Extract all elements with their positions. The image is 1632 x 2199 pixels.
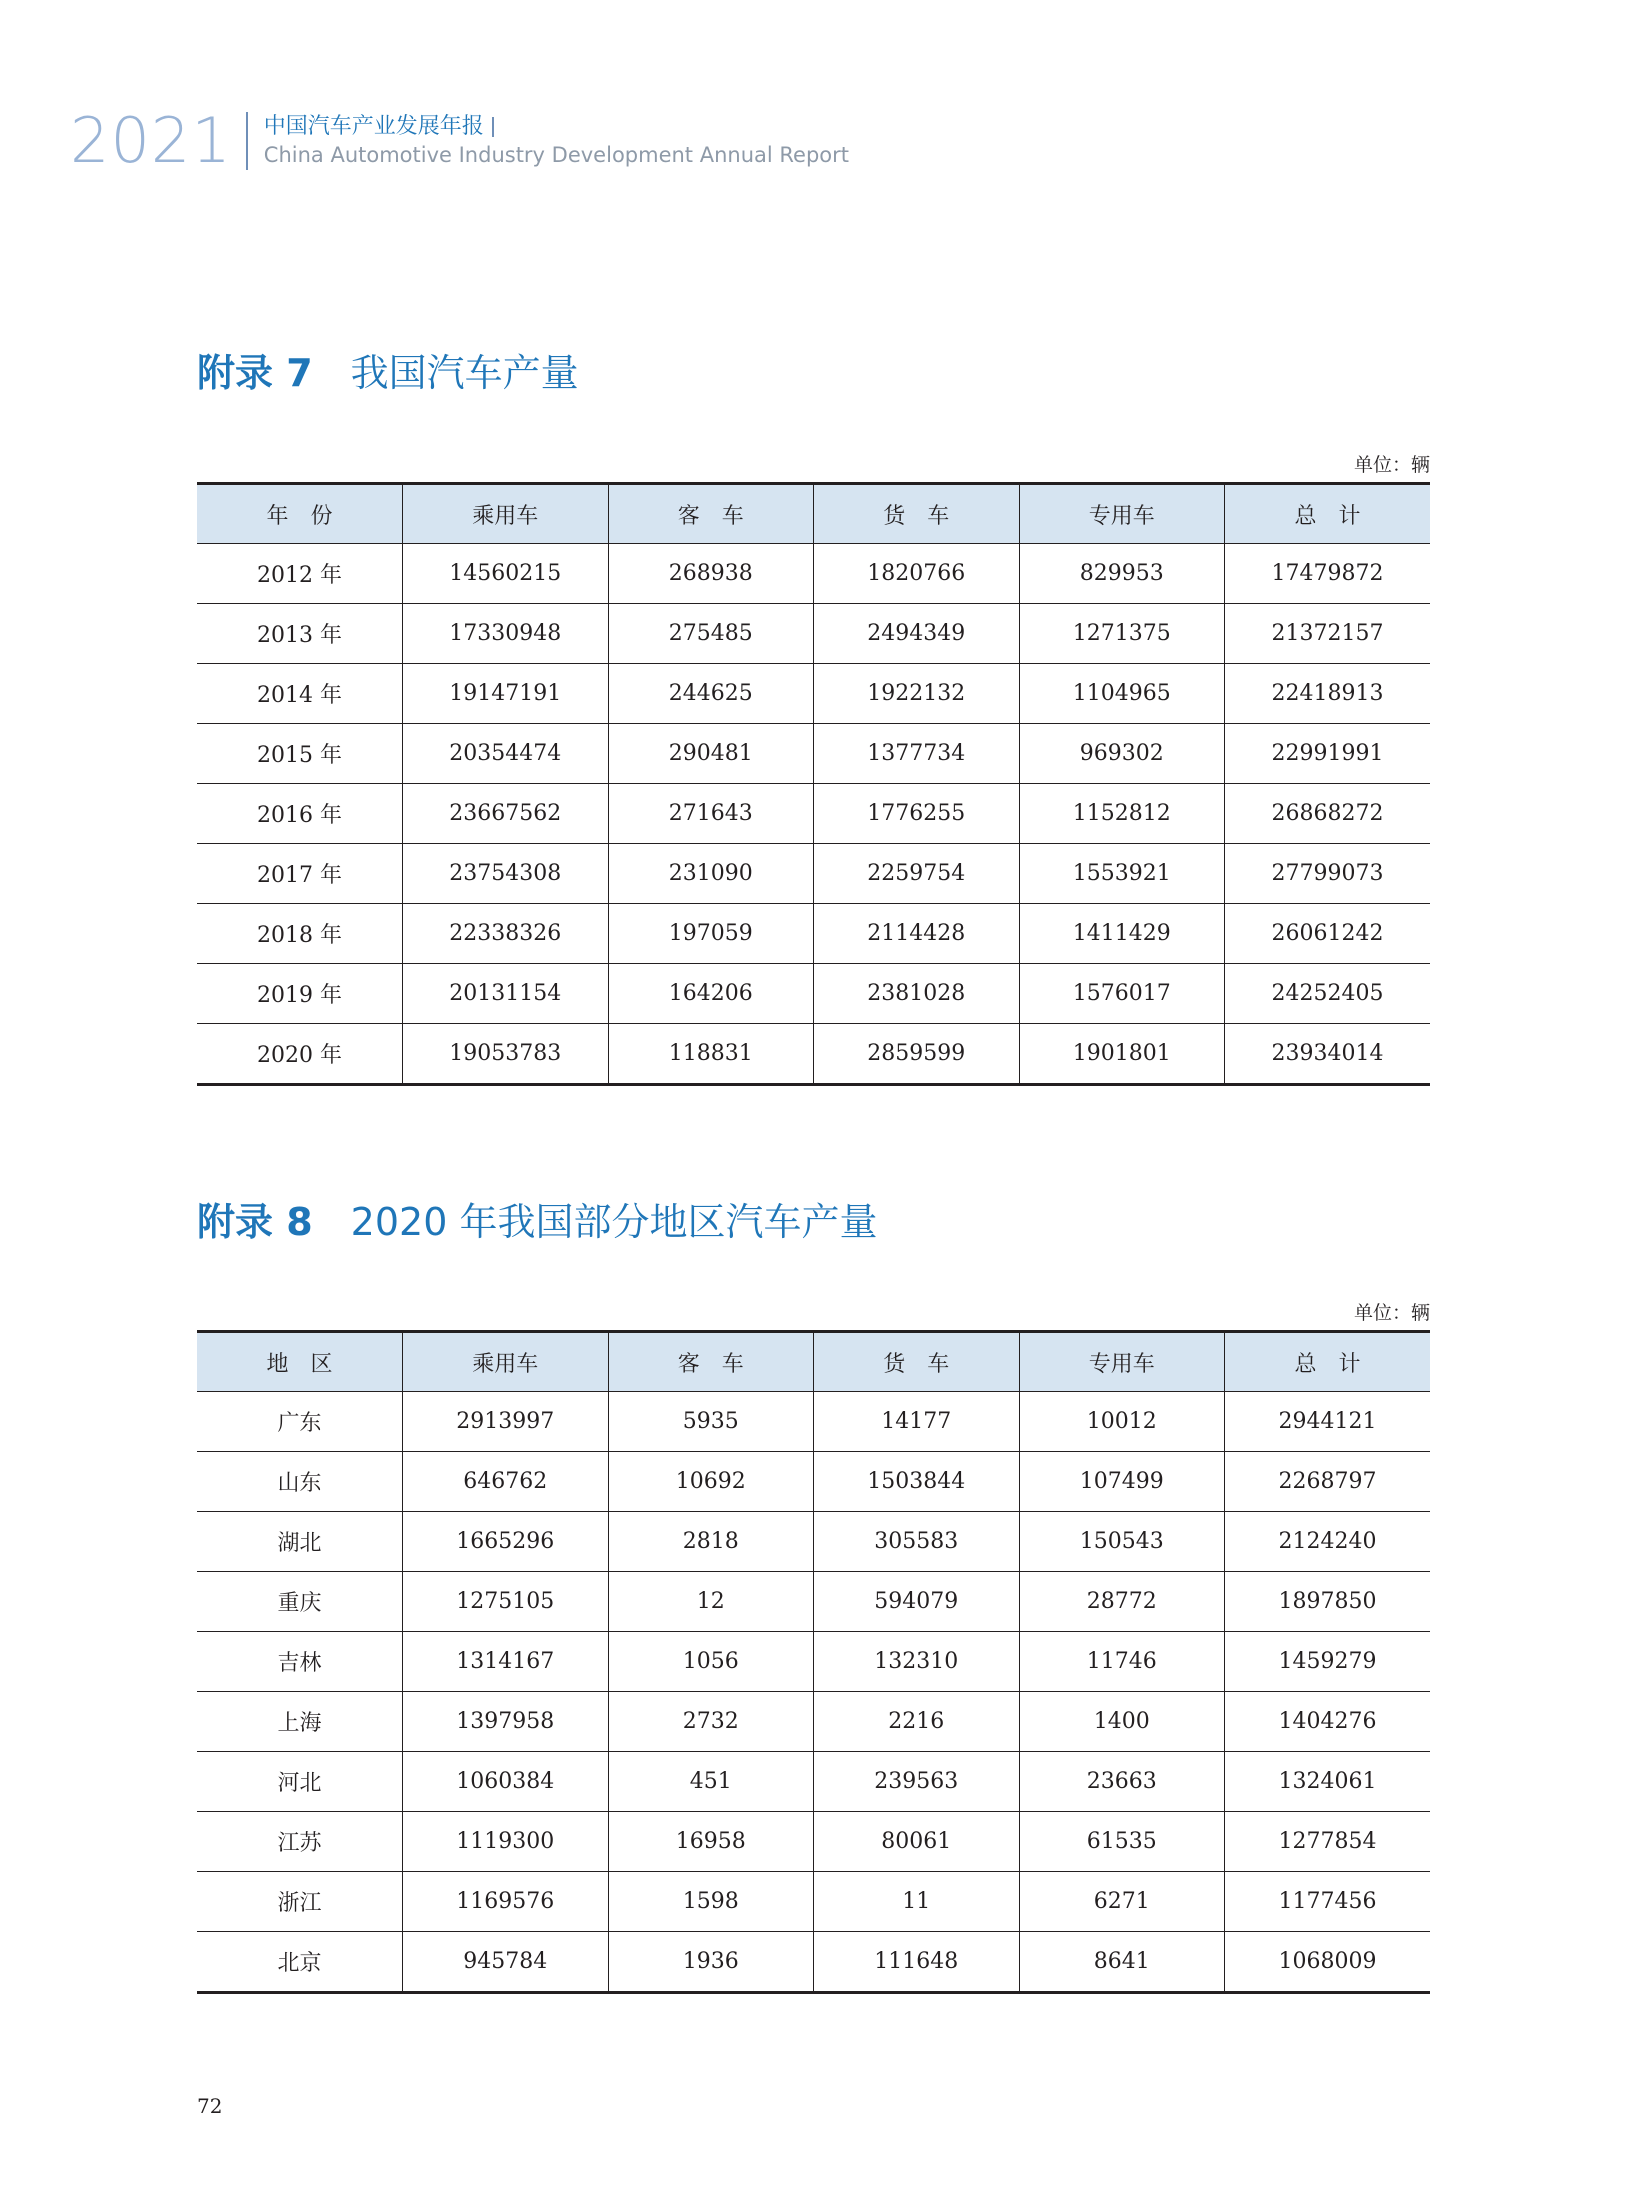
appendix8-name: 2020 年我国部分地区汽车产量 bbox=[350, 1200, 878, 1244]
table-cell: 2015 年 bbox=[197, 724, 403, 784]
table-cell: 1377734 bbox=[814, 724, 1020, 784]
column-header: 乘用车 bbox=[403, 484, 609, 544]
table-cell: 1277854 bbox=[1225, 1812, 1431, 1872]
table-cell: 2381028 bbox=[814, 964, 1020, 1024]
table-cell: 23667562 bbox=[403, 784, 609, 844]
table-row bbox=[197, 604, 1430, 664]
table-cell: 北京 bbox=[197, 1932, 403, 1993]
table-cell: 11746 bbox=[1019, 1632, 1225, 1692]
table-header-row bbox=[197, 1332, 1430, 1392]
table-cell: 244625 bbox=[608, 664, 814, 724]
table-cell: 2014 年 bbox=[197, 664, 403, 724]
table-cell: 2494349 bbox=[814, 604, 1020, 664]
table-cell: 107499 bbox=[1019, 1452, 1225, 1512]
table-cell: 20131154 bbox=[403, 964, 609, 1024]
page-number: 72 bbox=[197, 2094, 223, 2118]
table-cell: 22418913 bbox=[1225, 664, 1431, 724]
appendix7-unit: 单位：辆 bbox=[1353, 454, 1430, 476]
table-cell: 1901801 bbox=[1019, 1024, 1225, 1085]
table-cell: 5935 bbox=[608, 1392, 814, 1452]
table-cell: 山东 bbox=[197, 1452, 403, 1512]
table-cell: 10012 bbox=[1019, 1392, 1225, 1452]
column-header: 总 计 bbox=[1225, 1332, 1431, 1392]
table-cell: 2732 bbox=[608, 1692, 814, 1752]
table-cell: 2216 bbox=[814, 1692, 1020, 1752]
table-row bbox=[197, 1512, 1430, 1572]
table-cell: 11 bbox=[814, 1872, 1020, 1932]
table-cell: 2017 年 bbox=[197, 844, 403, 904]
table-cell: 17479872 bbox=[1225, 544, 1431, 604]
table-cell: 16958 bbox=[608, 1812, 814, 1872]
table-cell: 118831 bbox=[608, 1024, 814, 1085]
table-cell: 1324061 bbox=[1225, 1752, 1431, 1812]
appendix8-table bbox=[197, 1330, 1430, 1994]
table-cell: 2016 年 bbox=[197, 784, 403, 844]
table-cell: 1314167 bbox=[403, 1632, 609, 1692]
table-cell: 1576017 bbox=[1019, 964, 1225, 1024]
column-header: 货 车 bbox=[814, 484, 1020, 544]
table-cell: 61535 bbox=[1019, 1812, 1225, 1872]
table-cell: 646762 bbox=[403, 1452, 609, 1512]
table-cell: 23934014 bbox=[1225, 1024, 1431, 1085]
appendix7-table bbox=[197, 482, 1430, 1086]
table-cell: 268938 bbox=[608, 544, 814, 604]
table-cell: 2268797 bbox=[1225, 1452, 1431, 1512]
table-cell: 111648 bbox=[814, 1932, 1020, 1993]
table-cell: 239563 bbox=[814, 1752, 1020, 1812]
table-cell: 2013 年 bbox=[197, 604, 403, 664]
table-cell: 1459279 bbox=[1225, 1632, 1431, 1692]
table-cell: 80061 bbox=[814, 1812, 1020, 1872]
header-divider bbox=[246, 112, 248, 170]
table-cell: 2859599 bbox=[814, 1024, 1020, 1085]
table-cell: 1503844 bbox=[814, 1452, 1020, 1512]
table-cell: 451 bbox=[608, 1752, 814, 1812]
table-row bbox=[197, 964, 1430, 1024]
table-cell: 2018 年 bbox=[197, 904, 403, 964]
table-cell: 1056 bbox=[608, 1632, 814, 1692]
table-cell: 1665296 bbox=[403, 1512, 609, 1572]
table-cell: 2944121 bbox=[1225, 1392, 1431, 1452]
column-header: 专用车 bbox=[1019, 1332, 1225, 1392]
table-cell: 1169576 bbox=[403, 1872, 609, 1932]
table-row bbox=[197, 1932, 1430, 1993]
table-cell: 19147191 bbox=[403, 664, 609, 724]
table-cell: 14560215 bbox=[403, 544, 609, 604]
table-cell: 江苏 bbox=[197, 1812, 403, 1872]
table-cell: 26061242 bbox=[1225, 904, 1431, 964]
table-row bbox=[197, 664, 1430, 724]
table-row bbox=[197, 1632, 1430, 1692]
table-cell: 27799073 bbox=[1225, 844, 1431, 904]
table-cell: 197059 bbox=[608, 904, 814, 964]
header-title-bar bbox=[492, 117, 494, 137]
appendix7-label: 附录 7 bbox=[197, 351, 313, 395]
table-cell: 594079 bbox=[814, 1572, 1020, 1632]
table-cell: 1275105 bbox=[403, 1572, 609, 1632]
table-row bbox=[197, 1572, 1430, 1632]
appendix8-unit: 单位：辆 bbox=[1353, 1302, 1430, 1324]
table-cell: 1104965 bbox=[1019, 664, 1225, 724]
table-cell: 河北 bbox=[197, 1752, 403, 1812]
header-text bbox=[264, 113, 849, 169]
table-cell: 2114428 bbox=[814, 904, 1020, 964]
header-title-cn: 中国汽车产业发展年报 bbox=[263, 114, 484, 139]
appendix8-title bbox=[197, 1200, 878, 1244]
table-cell: 湖北 bbox=[197, 1512, 403, 1572]
table-cell: 重庆 bbox=[197, 1572, 403, 1632]
table-cell: 231090 bbox=[608, 844, 814, 904]
table-cell: 1922132 bbox=[814, 664, 1020, 724]
table-cell: 275485 bbox=[608, 604, 814, 664]
table-cell: 1068009 bbox=[1225, 1932, 1431, 1993]
table-row bbox=[197, 724, 1430, 784]
appendix8-label: 附录 8 bbox=[197, 1200, 313, 1244]
table-cell: 14177 bbox=[814, 1392, 1020, 1452]
table-cell: 广东 bbox=[197, 1392, 403, 1452]
column-header: 地 区 bbox=[197, 1332, 403, 1392]
column-header: 客 车 bbox=[608, 484, 814, 544]
header-title-en: China Automotive Industry Development Annual Report bbox=[263, 143, 849, 167]
table-header-row bbox=[197, 484, 1430, 544]
table-cell: 浙江 bbox=[197, 1872, 403, 1932]
report-header bbox=[70, 104, 849, 177]
table-row bbox=[197, 1392, 1430, 1452]
table-cell: 23754308 bbox=[403, 844, 609, 904]
table-cell: 2124240 bbox=[1225, 1512, 1431, 1572]
table-cell: 150543 bbox=[1019, 1512, 1225, 1572]
table-cell: 1060384 bbox=[403, 1752, 609, 1812]
column-header: 总 计 bbox=[1225, 484, 1431, 544]
table-row bbox=[197, 1872, 1430, 1932]
table-cell: 上海 bbox=[197, 1692, 403, 1752]
table-cell: 1897850 bbox=[1225, 1572, 1431, 1632]
table-cell: 21372157 bbox=[1225, 604, 1431, 664]
table-row bbox=[197, 1692, 1430, 1752]
table-row bbox=[197, 544, 1430, 604]
header-title-cn-row bbox=[264, 113, 849, 141]
table-row bbox=[197, 1452, 1430, 1512]
table-cell: 23663 bbox=[1019, 1752, 1225, 1812]
table-row bbox=[197, 784, 1430, 844]
table-cell: 2012 年 bbox=[197, 544, 403, 604]
table-row bbox=[197, 1812, 1430, 1872]
table-row bbox=[197, 1752, 1430, 1812]
table-cell: 20354474 bbox=[403, 724, 609, 784]
table-cell: 1936 bbox=[608, 1932, 814, 1993]
table-cell: 1119300 bbox=[403, 1812, 609, 1872]
appendix7-name: 我国汽车产量 bbox=[350, 351, 579, 395]
table-cell: 26868272 bbox=[1225, 784, 1431, 844]
table-cell: 6271 bbox=[1019, 1872, 1225, 1932]
column-header: 年 份 bbox=[197, 484, 403, 544]
table-cell: 22991991 bbox=[1225, 724, 1431, 784]
table-cell: 19053783 bbox=[403, 1024, 609, 1085]
table-row bbox=[197, 844, 1430, 904]
table-cell: 2259754 bbox=[814, 844, 1020, 904]
table-cell: 1177456 bbox=[1225, 1872, 1431, 1932]
table-cell: 271643 bbox=[608, 784, 814, 844]
table-cell: 吉林 bbox=[197, 1632, 403, 1692]
table-cell: 1820766 bbox=[814, 544, 1020, 604]
table-row bbox=[197, 1024, 1430, 1085]
table-cell: 290481 bbox=[608, 724, 814, 784]
table-cell: 17330948 bbox=[403, 604, 609, 664]
table-cell: 945784 bbox=[403, 1932, 609, 1993]
table-cell: 1553921 bbox=[1019, 844, 1225, 904]
table-cell: 24252405 bbox=[1225, 964, 1431, 1024]
table-cell: 28772 bbox=[1019, 1572, 1225, 1632]
table-cell: 1598 bbox=[608, 1872, 814, 1932]
column-header: 专用车 bbox=[1019, 484, 1225, 544]
table-cell: 829953 bbox=[1019, 544, 1225, 604]
table-cell: 1776255 bbox=[814, 784, 1020, 844]
table-cell: 2913997 bbox=[403, 1392, 609, 1452]
table-cell: 2019 年 bbox=[197, 964, 403, 1024]
table-cell: 132310 bbox=[814, 1632, 1020, 1692]
table-cell: 1404276 bbox=[1225, 1692, 1431, 1752]
table-cell: 1397958 bbox=[403, 1692, 609, 1752]
table-cell: 10692 bbox=[608, 1452, 814, 1512]
table-cell: 1411429 bbox=[1019, 904, 1225, 964]
column-header: 货 车 bbox=[814, 1332, 1020, 1392]
table-cell: 2818 bbox=[608, 1512, 814, 1572]
column-header: 客 车 bbox=[608, 1332, 814, 1392]
table-cell: 969302 bbox=[1019, 724, 1225, 784]
table-row bbox=[197, 904, 1430, 964]
column-header: 乘用车 bbox=[403, 1332, 609, 1392]
table-cell: 1400 bbox=[1019, 1692, 1225, 1752]
table-cell: 2020 年 bbox=[197, 1024, 403, 1085]
table-cell: 1152812 bbox=[1019, 784, 1225, 844]
table-cell: 1271375 bbox=[1019, 604, 1225, 664]
header-year: 2021 bbox=[70, 104, 232, 177]
table-cell: 305583 bbox=[814, 1512, 1020, 1572]
table-cell: 22338326 bbox=[403, 904, 609, 964]
table-cell: 12 bbox=[608, 1572, 814, 1632]
table-cell: 8641 bbox=[1019, 1932, 1225, 1993]
appendix7-title bbox=[197, 351, 579, 395]
table-cell: 164206 bbox=[608, 964, 814, 1024]
